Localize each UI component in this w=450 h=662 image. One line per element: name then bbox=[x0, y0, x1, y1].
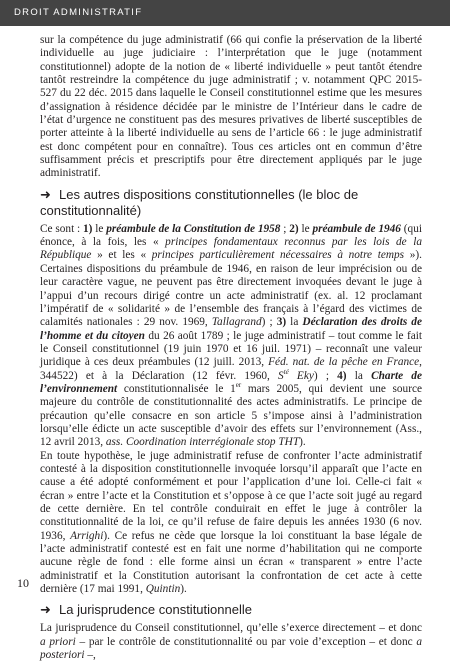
text-run: ). bbox=[180, 583, 187, 596]
section-heading-jurisprudence bbox=[40, 602, 422, 618]
running-header-bar bbox=[0, 0, 450, 26]
text-run: la bbox=[286, 316, 303, 329]
italic-text: principes particulièrement nécessaires à notre temps bbox=[151, 249, 405, 262]
paragraph-article-66 bbox=[40, 34, 422, 181]
item-number: 2) bbox=[289, 222, 299, 235]
text-run: le bbox=[298, 222, 313, 235]
text-run: du 26 août 1789 ; le juge administratif – tout comme le fait le Conseil constitutionnel (19 juin 1970 et 16 juil. 1971) – reconnaît une valeur juridique à ces deux préambules (12 juill. 2013, bbox=[40, 329, 422, 369]
italic-text: a posteriori bbox=[40, 635, 422, 662]
case-name: Arrighi bbox=[70, 529, 104, 542]
text-run: 1 bbox=[230, 382, 236, 395]
case-name: Quintin bbox=[145, 583, 181, 596]
text-run: La jurisprudence du Conseil constitutionnel, qu’elle s’exerce directement – et donc bbox=[40, 622, 422, 635]
text-run: –, bbox=[84, 649, 96, 662]
item-number: 1) bbox=[83, 222, 93, 235]
text-run: , 344522) et à la Déclaration (12 févr. 1960, bbox=[40, 356, 422, 382]
section-heading-text: La jurisprudence constitutionnelle bbox=[59, 602, 252, 618]
page-number: 10 bbox=[17, 576, 29, 590]
section-heading-text: Les autres dispositions constitutionnelles (le bloc de constitutionnalité) bbox=[40, 186, 359, 218]
item-number: 3) bbox=[276, 316, 287, 329]
arrow-right-icon: ➜ bbox=[40, 186, 51, 202]
paragraph-jurisprudence bbox=[40, 622, 422, 662]
text-run: ) ; bbox=[313, 369, 338, 382]
text-run: ). Ce refus ne cède que lorsque la loi constituant la base légale de l’acte administratif contesté est en fait une norme d’habilitation qui ne comporte aucune règle de fond : elle forme ainsi un écran « transparent » entre l’acte administratif et la Constitution autorisant la confrontation de cet acte à cette dernière (17 mai 1991, bbox=[40, 529, 422, 596]
paragraph-bloc-constitutionnalite bbox=[40, 223, 422, 450]
text-run: – par le contrôle de constitutionnalité ou par voie d’exception – et donc bbox=[75, 635, 417, 648]
text-run: sur la compétence du juge administratif (66 qui confie la préservation de la liberté individuelle au juge judiciaire : l’interprétation que le juge (notamment constitutionnel) adopte de la notion de « liberté individuelle » peut tantôt étendre tantôt restreindre la compétence du juge administratif ; v. notamment QPC 2015-527 du 22 déc. 2015 dans laquelle le Conseil constitutionnel estime que les mesures d’assignation à résidence décidée par le ministre de l’Intérieur dans le cadre de l’état d’urgence ne constituent pas des mesures privatives de liberté susceptibles de porter atteinte à la liberté individuelle au sens de l’article 66 : le juge administratif est donc compétent pour en connaître). Tous ces articles ont en commun d’être suffisamment précis et prescriptifs pour être directement appliqués par le juge administratif. bbox=[40, 34, 422, 180]
case-name: Féd. nat. de la pêche en France bbox=[268, 356, 420, 369]
section-heading-other-provisions bbox=[40, 187, 422, 219]
running-head: DROIT ADMINISTRATIF bbox=[14, 7, 143, 18]
emphasis-term: préambule de 1946 bbox=[312, 222, 401, 235]
text-run: le bbox=[92, 222, 107, 235]
superscript: er bbox=[235, 381, 242, 390]
text-run: »). Certaines dispositions du préambule de 1946, en raison de leur imprécision ou de leur caractère vague, ne peuvent pas être directement invoquées devant le juge à l’appui d’un recours dirigé contre un acte administratif (ex. al. 12 proclamant l’impératif de « solidarité » de l’ensemble des français à l’égard des victimes de calamités nationales : 29 nov. 1969, bbox=[40, 249, 422, 329]
emphasis-term: Charte de l’environnement bbox=[40, 369, 422, 395]
emphasis-term: préambule de la Constitution de 1958 bbox=[106, 222, 281, 235]
page-content bbox=[40, 34, 422, 662]
text-run: la bbox=[346, 369, 372, 382]
text-run: Ce sont : bbox=[40, 222, 83, 235]
item-number: 4) bbox=[337, 369, 347, 382]
case-name: Eky bbox=[288, 369, 314, 382]
text-run: ). bbox=[299, 436, 306, 449]
text-run: ) ; bbox=[261, 316, 277, 329]
text-run: En toute hypothèse, le juge administratif refuse de confronter l’acte administratif contesté à la disposition constitutionnelle invoquée lorsqu’il apparaît que l’acte en cause a été adopté conformément et pour l’application d’une loi. Celle-ci fait « écran » entre l’acte et la Constitution et s’oppose à ce que l’acte soit jugé au regard de cette dernière. En tel contrôle conduirait en effet le juge à contrôler la constitutionnalité de la loi, ce qu’il refuse de faire depuis les années 1930 (6 nov. 1936, bbox=[40, 449, 422, 542]
text-run: ; bbox=[280, 222, 290, 235]
italic-text: principes fondamentaux reconnus par les lois de la République bbox=[40, 236, 422, 262]
case-name: Tallagrand bbox=[211, 316, 262, 329]
paragraph-ecran-legislatif bbox=[40, 450, 422, 597]
case-name: S bbox=[278, 369, 284, 382]
text-run: » et les « bbox=[91, 249, 152, 262]
text-run: mars 2005, qui devient une source majeure du contrôle de constitutionnalité des actes administratifs. Le principe de précaution qu’elle consacre en son article 5 s’impose ainsi à l’administration lorsqu’elle édicte un acte susceptible d’avoir des effets sur l’environnement (Ass., 12 avril 2013, bbox=[40, 382, 422, 449]
emphasis-term: Déclaration des droits de l’homme et du citoyen bbox=[40, 316, 422, 342]
superscript: té bbox=[283, 367, 289, 376]
arrow-right-icon: ➜ bbox=[40, 602, 51, 618]
case-name: ass. Coordination interrégionale stop THT bbox=[105, 436, 300, 449]
text-run: (qui énonce, à la fois, les « bbox=[40, 222, 422, 249]
text-run: constitutionnalisée le bbox=[117, 382, 231, 395]
italic-text: a priori bbox=[40, 635, 76, 648]
